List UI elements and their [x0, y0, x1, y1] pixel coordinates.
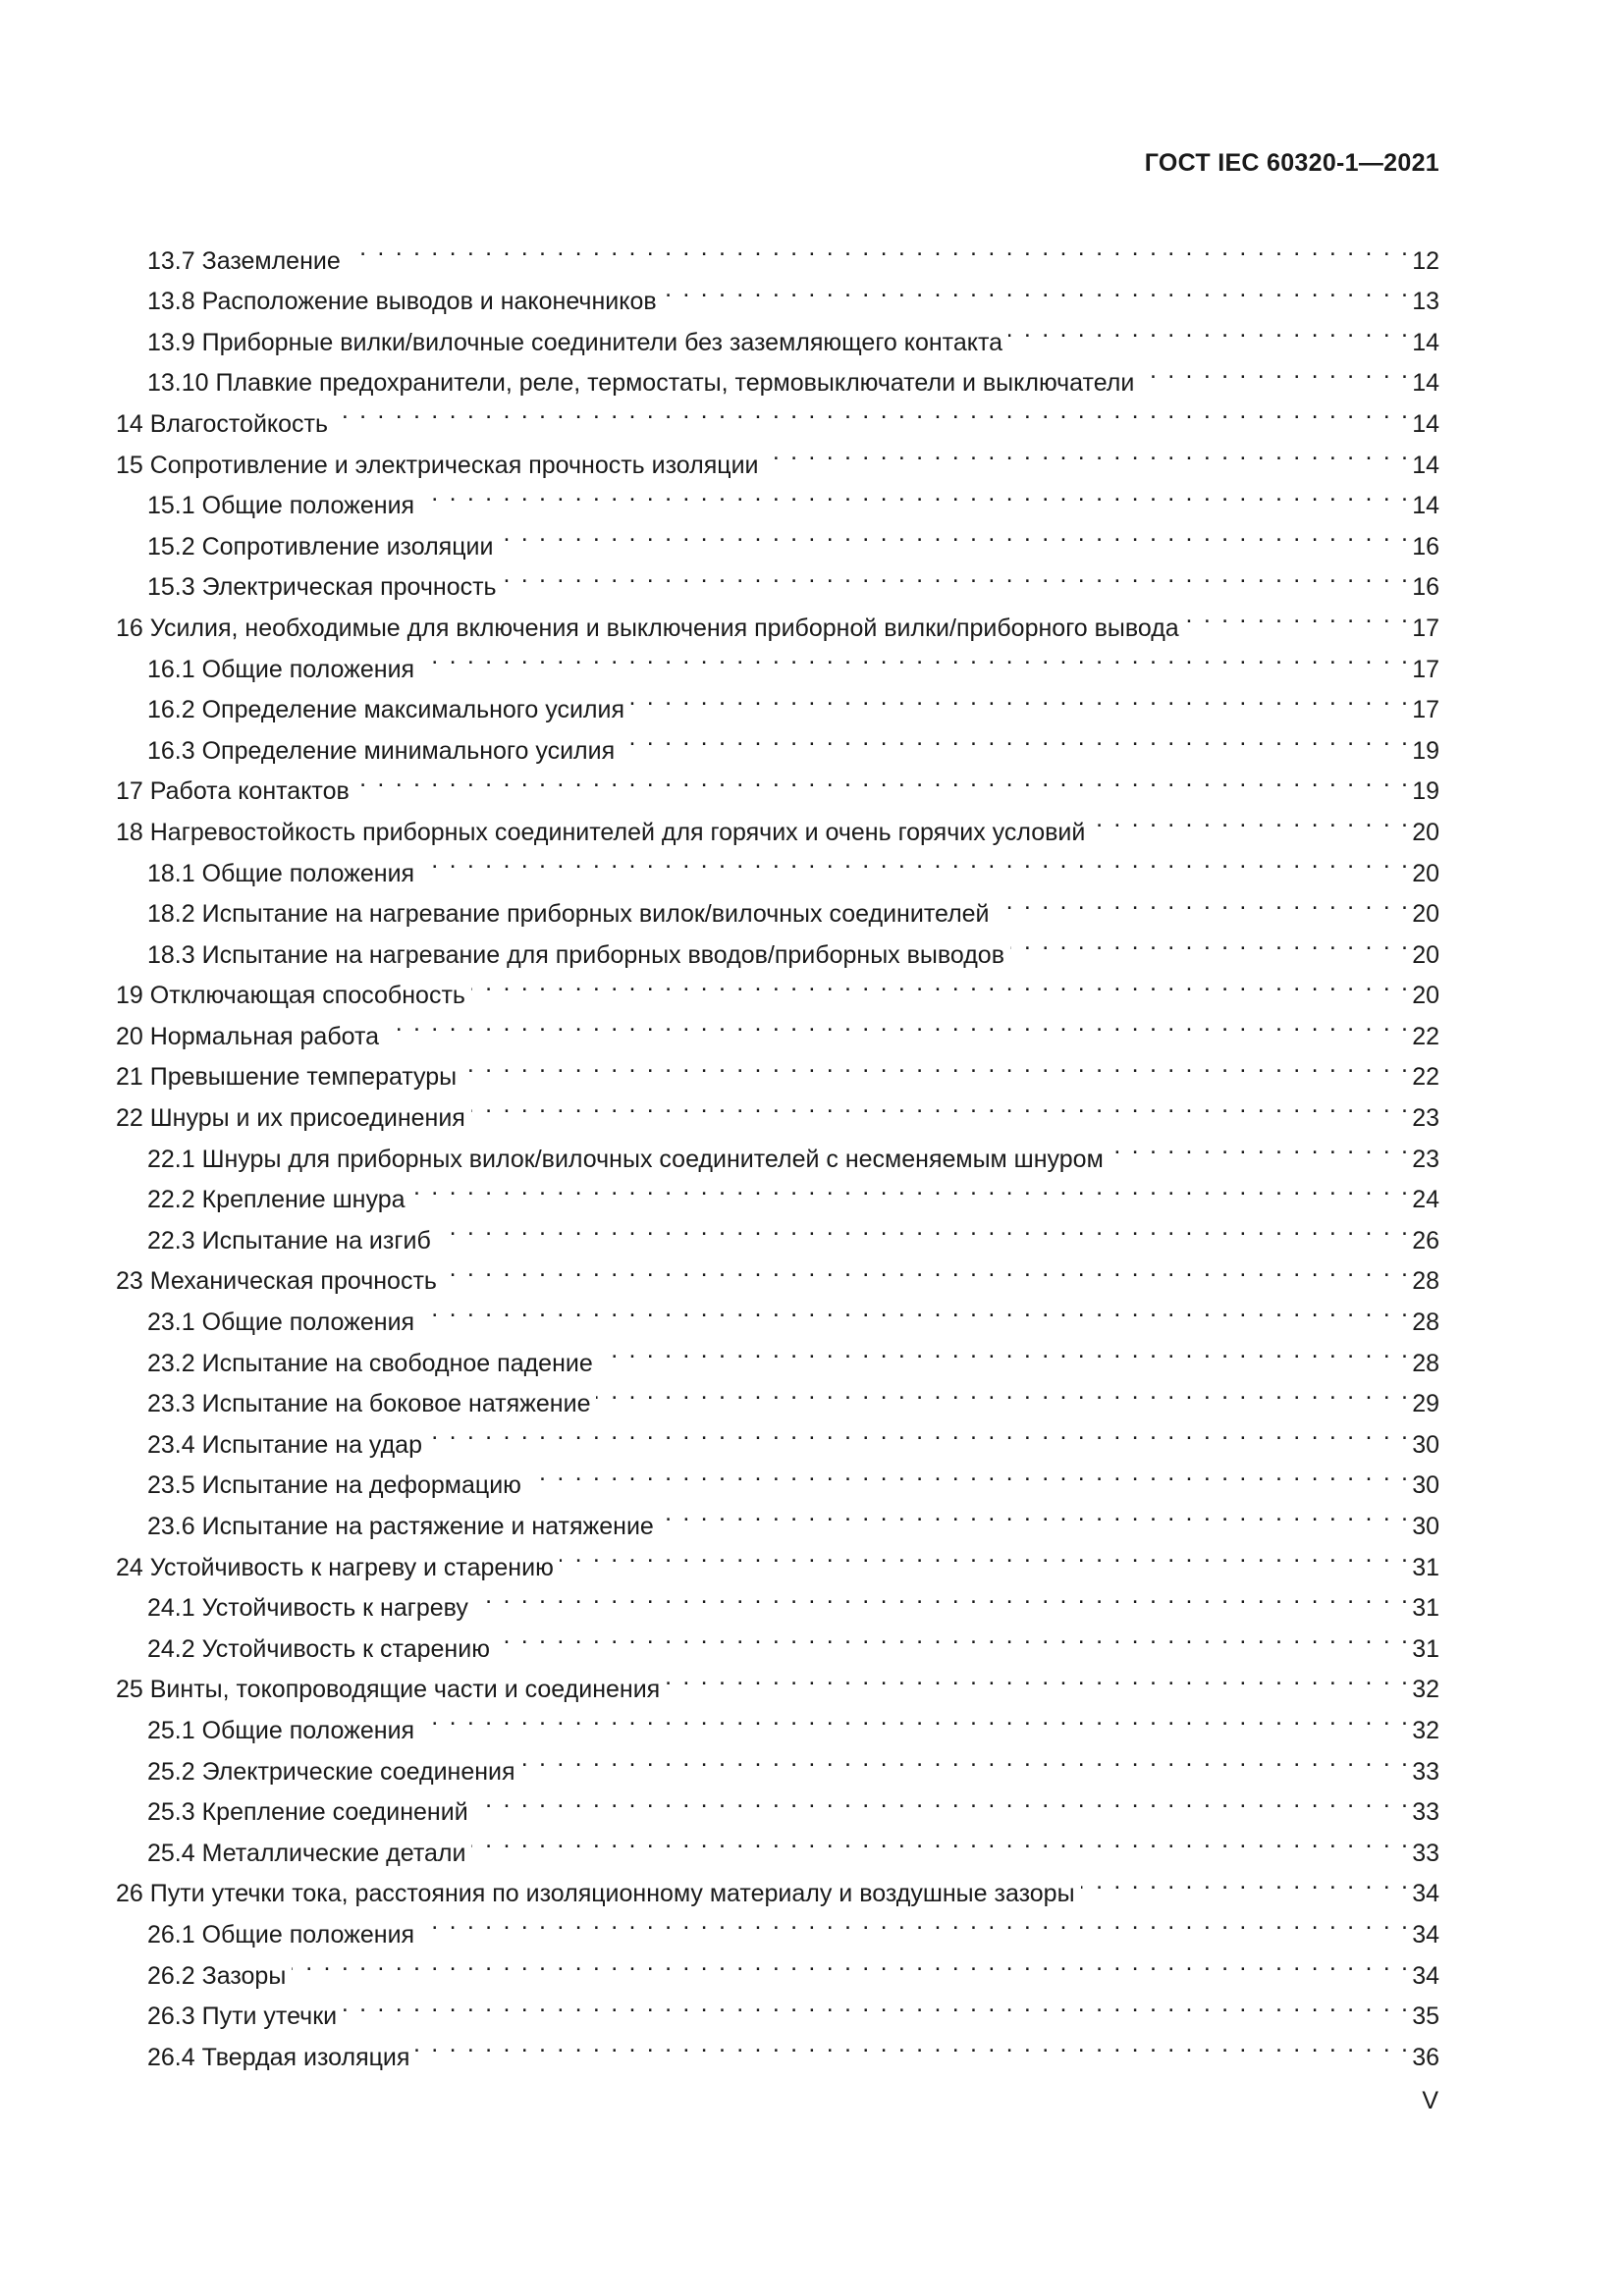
toc-entry-page: 20 — [1412, 940, 1439, 969]
toc-entry-title: 23.6 Испытание на растяжение и натяжение — [147, 1513, 654, 1540]
toc-dot-leader — [596, 1371, 1410, 1413]
toc-entry-title: 25.3 Крепление соединений — [147, 1798, 468, 1827]
toc-entry-title: 15.3 Электрическая прочность — [147, 573, 497, 602]
toc-dot-leader — [527, 1453, 1410, 1494]
toc-dot-leader — [343, 1984, 1410, 2025]
toc-entry-title: 24 Устойчивость к нагреву и старению — [116, 1553, 554, 1581]
toc-entry-page: 14 — [1412, 328, 1439, 356]
toc-entry-page: 17 — [1412, 655, 1439, 683]
toc-entry-title: 23.4 Испытание на удар — [147, 1430, 422, 1459]
toc-dot-leader — [411, 1167, 1411, 1208]
toc-entry-title: 20 Нормальная работа — [116, 1022, 380, 1050]
toc-entry-page: 36 — [1412, 2043, 1439, 2071]
toc-entry-page: 31 — [1412, 1594, 1439, 1623]
toc-dot-leader — [292, 1943, 1410, 1984]
toc-dot-leader — [499, 513, 1410, 555]
toc-entry-title: 18.1 Общие положения — [147, 859, 415, 887]
toc-dot-leader — [347, 228, 1410, 269]
toc-entry-page: 23 — [1412, 1104, 1439, 1133]
toc-entry-page: 35 — [1412, 2002, 1439, 2031]
toc-entry-page: 34 — [1412, 1880, 1439, 1908]
toc-entry-title: 18.2 Испытание на нагревание приборных вилок/вилочных соединителей — [147, 900, 990, 929]
toc-entry-page: 14 — [1412, 369, 1439, 398]
toc-entry-page: 33 — [1412, 1839, 1439, 1867]
toc-entry-title: 16.1 Общие положения — [147, 655, 415, 683]
toc-dot-leader — [496, 1616, 1410, 1657]
toc-dot-leader — [471, 1085, 1410, 1126]
toc-entry-title: 17 Работа контактов — [116, 777, 350, 806]
toc-entry-title: 16 Усилия, необходимые для включения и выключения приборной вилки/приборного вывода — [116, 614, 1179, 642]
toc-dot-leader — [474, 1575, 1410, 1617]
toc-entry-title: 25.4 Металлические детали — [147, 1839, 466, 1867]
toc-dot-leader — [420, 1289, 1410, 1330]
toc-entry-title: 22 Шнуры и их присоединения — [116, 1104, 465, 1133]
toc-entry-page: 13 — [1412, 288, 1439, 316]
toc-entry-title: 22.2 Крепление шнура — [147, 1186, 406, 1214]
toc-entry-title: 19 Отключающая способность — [116, 982, 465, 1010]
toc-entry-page: 20 — [1412, 818, 1439, 846]
toc-entry-page: 16 — [1412, 532, 1439, 561]
toc-dot-leader — [1010, 922, 1410, 963]
toc-dot-leader — [428, 1412, 1410, 1453]
toc-dot-leader — [1091, 799, 1410, 840]
toc-entry-page: 17 — [1412, 696, 1439, 724]
toc-entry-title: 26.4 Твердая изоляция — [147, 2043, 410, 2071]
toc-dot-leader — [503, 555, 1411, 596]
toc-entry-page: 28 — [1412, 1308, 1439, 1337]
toc-dot-leader — [1185, 595, 1410, 636]
toc-entry-page: 30 — [1412, 1513, 1439, 1540]
toc-dot-leader — [471, 1820, 1410, 1861]
toc-dot-leader — [521, 1738, 1411, 1780]
toc-entry-page: 30 — [1412, 1471, 1439, 1500]
toc-entry-title: 13.7 Заземление — [147, 246, 341, 275]
toc-entry-title: 24.2 Устойчивость к старению — [147, 1634, 490, 1663]
toc-dot-leader — [462, 1044, 1410, 1086]
toc-entry-title: 23.2 Испытание на свободное падение — [147, 1349, 593, 1377]
toc-entry-page: 29 — [1412, 1390, 1439, 1418]
toc-entry-title: 26.1 Общие положения — [147, 1920, 415, 1949]
toc-entry-page: 28 — [1412, 1349, 1439, 1377]
toc-entry-page: 26 — [1412, 1226, 1439, 1255]
toc-dot-leader — [663, 269, 1411, 310]
toc-dot-leader — [385, 1003, 1410, 1044]
toc-dot-leader — [1008, 309, 1410, 350]
toc-dot-leader — [474, 1780, 1411, 1821]
toc-entry-page: 16 — [1412, 573, 1439, 602]
toc-entry-page: 30 — [1412, 1430, 1439, 1459]
toc-dot-leader — [420, 1901, 1410, 1943]
toc-entry-title: 21 Превышение температуры — [116, 1063, 458, 1092]
toc-entry-page: 33 — [1412, 1757, 1439, 1786]
toc-entry-page: 14 — [1412, 451, 1439, 479]
toc-dot-leader — [420, 473, 1410, 514]
toc-entry-title: 23.3 Испытание на боковое натяжение — [147, 1390, 591, 1418]
toc-entry-title: 23 Механическая прочность — [116, 1267, 437, 1296]
toc-entry-title: 13.8 Расположение выводов и наконечников — [147, 288, 657, 316]
toc-entry-page: 28 — [1412, 1267, 1439, 1296]
toc-dot-leader — [666, 1657, 1410, 1698]
toc-entry-title: 26.2 Зазоры — [147, 1961, 287, 1990]
toc-dot-leader — [621, 718, 1410, 759]
toc-entry-page: 34 — [1412, 1920, 1439, 1949]
toc-entry[interactable] — [116, 1984, 1439, 2031]
toc-entry-page: 24 — [1412, 1186, 1439, 1214]
toc-entry-page: 34 — [1412, 1961, 1439, 1990]
toc-dot-leader — [420, 840, 1410, 881]
toc-entry-title: 13.9 Приборные вилки/вилочные соединители без заземляющего контакта — [147, 328, 1003, 356]
toc-entry-title: 26 Пути утечки тока, расстояния по изоляционному материалу и воздушные зазоры — [116, 1880, 1075, 1908]
toc-dot-leader — [1110, 1126, 1410, 1167]
toc-entry-title: 16.2 Определение максимального усилия — [147, 696, 624, 724]
toc-dot-leader — [415, 2024, 1410, 2065]
toc-dot-leader — [420, 636, 1410, 677]
toc-entry-title: 26.3 Пути утечки — [147, 2002, 338, 2031]
toc-dot-leader — [437, 1207, 1410, 1249]
toc-entry-page: 33 — [1412, 1798, 1439, 1827]
toc-entry-title: 15.1 Общие положения — [147, 492, 415, 520]
toc-entry-title: 22.3 Испытание на изгиб — [147, 1226, 431, 1255]
toc-entry-page: 22 — [1412, 1063, 1439, 1092]
toc-dot-leader — [765, 432, 1411, 473]
toc-dot-leader — [355, 759, 1410, 800]
toc-entry-page: 20 — [1412, 982, 1439, 1010]
toc-dot-leader — [1081, 1861, 1411, 1902]
toc-entry[interactable] — [116, 228, 1439, 275]
toc-dot-leader — [471, 963, 1410, 1004]
toc-entry-page: 31 — [1412, 1634, 1439, 1663]
toc-entry-page: 22 — [1412, 1022, 1439, 1050]
document-code-header: ГОСТ IEC 60320-1—2021 — [1144, 149, 1439, 177]
toc-dot-leader — [660, 1493, 1410, 1534]
toc-entry-page: 32 — [1412, 1676, 1439, 1704]
toc-entry-title: 25.1 Общие положения — [147, 1716, 415, 1744]
toc-entry-title: 23.1 Общие положения — [147, 1308, 415, 1337]
toc-dot-leader — [334, 391, 1410, 432]
toc-dot-leader — [1140, 350, 1410, 392]
toc-dot-leader — [599, 1330, 1410, 1371]
toc-entry-page: 17 — [1412, 614, 1439, 642]
toc-entry-title: 24.1 Устойчивость к нагреву — [147, 1594, 468, 1623]
toc-entry-page: 12 — [1412, 246, 1439, 275]
toc-dot-leader — [420, 1697, 1410, 1738]
toc-entry[interactable] — [116, 1943, 1439, 1990]
toc-entry-page: 31 — [1412, 1553, 1439, 1581]
toc-entry-page: 23 — [1412, 1145, 1439, 1173]
table-of-contents — [116, 228, 1439, 2071]
page-number: V — [1422, 2087, 1438, 2114]
toc-entry-title: 13.10 Плавкие предохранители, реле, термостаты, термовыключатели и выключатели — [147, 369, 1135, 398]
toc-dot-leader — [630, 677, 1410, 719]
toc-entry-title: 22.1 Шнуры для приборных вилок/вилочных соединителей с несменяемым шнуром — [147, 1145, 1104, 1173]
toc-entry-title: 15.2 Сопротивление изоляции — [147, 532, 494, 561]
toc-entry-page: 14 — [1412, 409, 1439, 438]
toc-entry-title: 14 Влагостойкость — [116, 409, 329, 438]
toc-entry-page: 14 — [1412, 492, 1439, 520]
toc-entry-title: 25.2 Электрические соединения — [147, 1757, 515, 1786]
toc-entry-title: 15 Сопротивление и электрическая прочность изоляции — [116, 451, 759, 479]
toc-dot-leader — [560, 1534, 1410, 1575]
toc-entry-title: 18.3 Испытание на нагревание для приборных вводов/приборных выводов — [147, 940, 1004, 969]
toc-entry-title: 16.3 Определение минимального усилия — [147, 736, 616, 765]
toc-dot-leader — [443, 1249, 1410, 1290]
toc-entry-page: 19 — [1412, 736, 1439, 765]
toc-entry-page: 20 — [1412, 900, 1439, 929]
toc-entry-title: 18 Нагревостойкость приборных соединителей для горячих и очень горячих условий — [116, 818, 1086, 846]
toc-entry-page: 19 — [1412, 777, 1439, 806]
toc-dot-leader — [996, 881, 1411, 923]
toc-entry-title: 23.5 Испытание на деформацию — [147, 1471, 521, 1500]
toc-entry-title: 25 Винты, токопроводящие части и соединения — [116, 1676, 661, 1704]
toc-entry-page: 20 — [1412, 859, 1439, 887]
toc-entry-page: 32 — [1412, 1716, 1439, 1744]
